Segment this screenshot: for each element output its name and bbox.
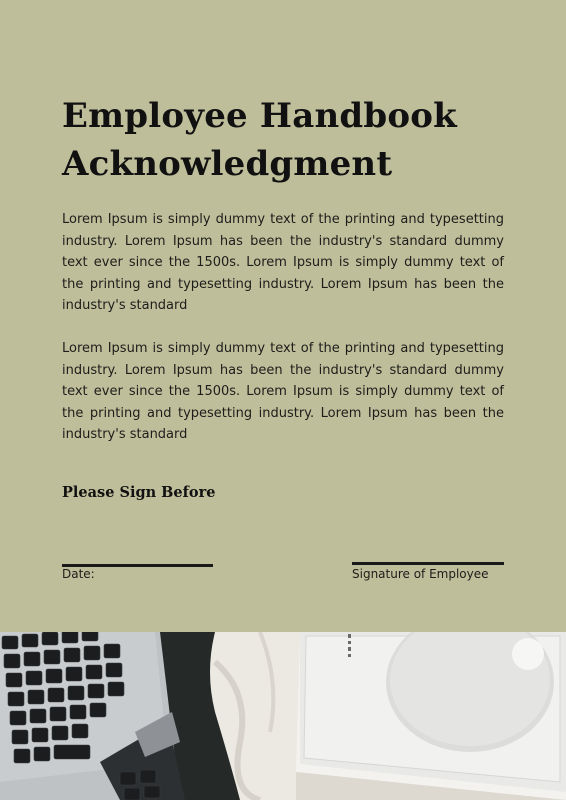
date-label: Date: (62, 567, 95, 581)
signature-label: Signature of Employee (352, 567, 489, 581)
employee-signature-line (352, 562, 504, 565)
body-paragraph-1: Lorem Ipsum is simply dummy text of the printing and typesetting industry. Lorem Ipsum has been the industry's standard dummy text ever since the 1500s. Lorem Ipsum is simply dummy text of the printing and typesetting industry. Lorem Ipsum has been the industry's standard (62, 212, 504, 313)
document-title: Employee Handbook Acknowledgment (62, 96, 457, 184)
body-paragraph-2: Lorem Ipsum is simply dummy text of the printing and typesetting industry. Lorem Ipsum has been the industry's standard dummy text ever since the 1500s. Lorem Ipsum is simply dummy text of the printing and typesetting industry. Lorem Ipsum has been the industry's standard (62, 341, 504, 442)
sign-before-heading: Please Sign Before (62, 484, 216, 501)
laptop-and-book-photo (0, 632, 566, 800)
